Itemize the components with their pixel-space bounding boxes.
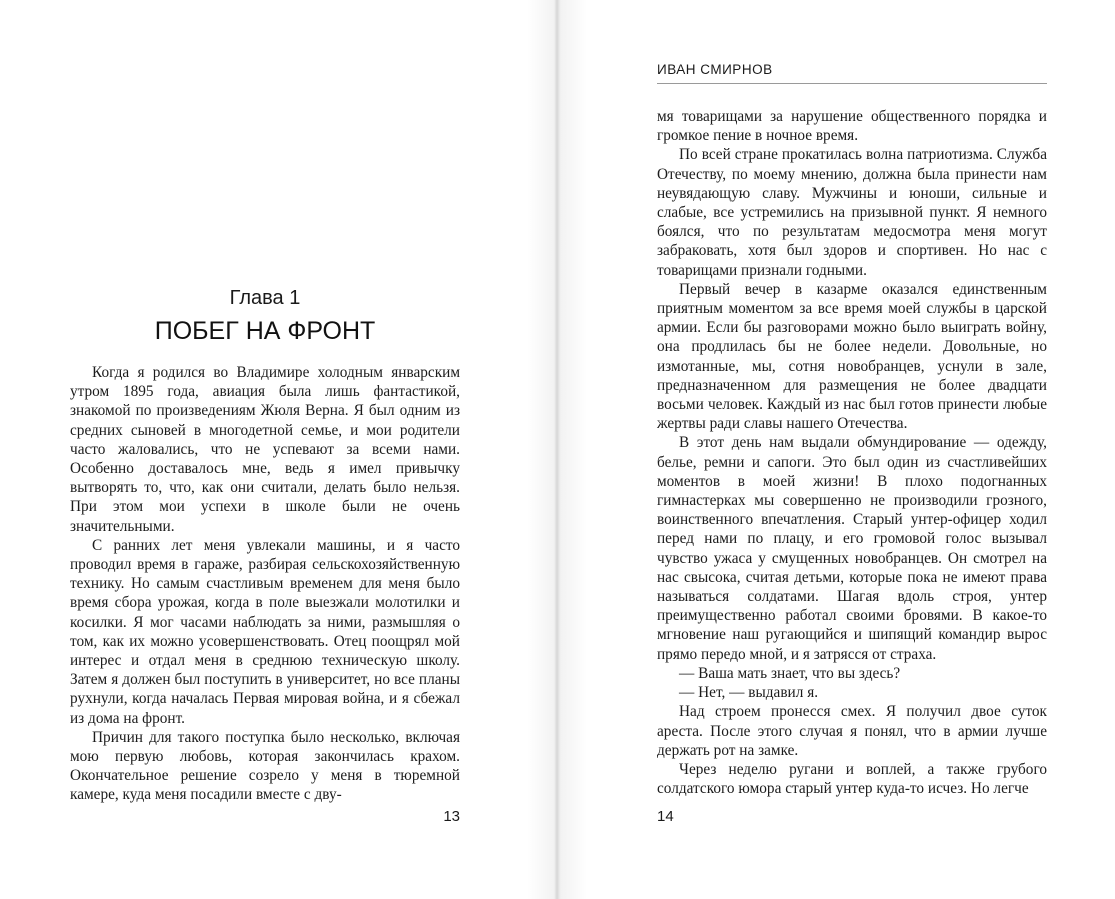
chapter-label: Глава 1 [229, 287, 301, 309]
dialogue-line: — Нет, — выдавил я. [679, 684, 819, 702]
right-page [557, 0, 1115, 899]
paragraph: Когда я родился во Владимире холодным январским утром 1895 года, авиация была лишь фантастикой, знакомой по произведениям Жюля Верна. Я был одним из средних сыновей в многодетной семье, и мои родители часто жаловались, что не успевают за всеми нами. Особенно доставалось мне, ведь я имел привычку вытворять то, что, как они считали, делать было нельзя. При этом мои успехи в школе были не очень значительными. [70, 364, 460, 535]
left-page [0, 0, 557, 899]
paragraph: По всей стране прокатилась волна патриотизма. Служба Отечеству, по моему мнению, должна была принести нам неувядающую славу. Мужчины и юноши, сильные и слабые, все устремились на призывной пункт. Я немного боялся, что по результатам медосмотра меня могут забраковать, хотя был здоров и спортивен. Но нас с товарищами признали годными. [657, 146, 1047, 279]
page-number-left: 13 [443, 808, 460, 825]
paragraph: Первый вечер в казарме оказался единственным приятным моментом за все время моей службы в царской армии. Если бы разговорами можно было выиграть войну, она продлилась бы не более недели. Довольные, но измотанные, мы, сотня новобранцев, уснули в зале, предназначенном для размещения не более двадцати восьми человек. Каждый из нас был готов принести любые жертвы ради славы нашего Отечества. [657, 280, 1047, 433]
right-body-text [657, 107, 1047, 798]
paragraph: Через неделю ругани и воплей, а также грубого солдатского юмора старый унтер куда-то исчез. Но легче [657, 760, 1047, 798]
paragraph: Причин для такого поступка было несколько, включая мою первую любовь, которая закончилась крахом. Окончательное решение созрело у меня в тюремной камере, куда меня посадили вместе с дву- [70, 728, 460, 804]
paragraph: мя товарищами за нарушение общественного порядка и громкое пение в ночное время. [657, 108, 1047, 145]
chapter-title: ПОБЕГ НА ФРОНТ [154, 317, 376, 345]
paragraph: В этот день нам выдали обмундирование — одежду, белье, ремни и сапоги. Это был один из счастливейших моментов в моей жизни! В плохо подогнанных гимнастерках мы совершенно не производили грозного, воинственного впечатления. Старый унтер-офицер ходил перед нами по плацу, и его громовой голос вызывал чувство ужаса у смущенных новобранцев. Он смотрел на нас свысока, считая детьми, которые пока не имеют права называться солдатами. Шагая вдоль строя, унтер преимущественно работал своими бровями. В какое-то мгновение наш ругающийся и шипящий командир вырос прямо передо мной, и я затрясся от страха. [657, 434, 1047, 663]
page-number-right: 14 [657, 808, 674, 825]
dialogue-line: — Ваша мать знает, что вы здесь? [679, 664, 901, 682]
paragraph: С ранних лет меня увлекали машины, и я часто проводил время в гараже, разбирая сельскохозяйственную технику. Но самым счастливым временем для меня было время сбора урожая, когда в поле выезжали молотилки и косилки. Я мог часами наблюдать за ними, размышляя о том, как их можно усовершенствовать. Отец поощрял мой интерес и отдал меня в среднюю техническую школу. Затем я должен был поступить в университет, но все планы рухнули, когда началась Первая мировая война, и я сбежал из дома на фронт. [70, 536, 460, 727]
running-head-author: ИВАН СМИРНОВ [657, 62, 1047, 84]
left-body-text [70, 363, 460, 805]
paragraph: Над строем пронесся смех. Я получил двое суток ареста. После этого случая я понял, что в армии лучше держать рот на замке. [657, 703, 1047, 759]
